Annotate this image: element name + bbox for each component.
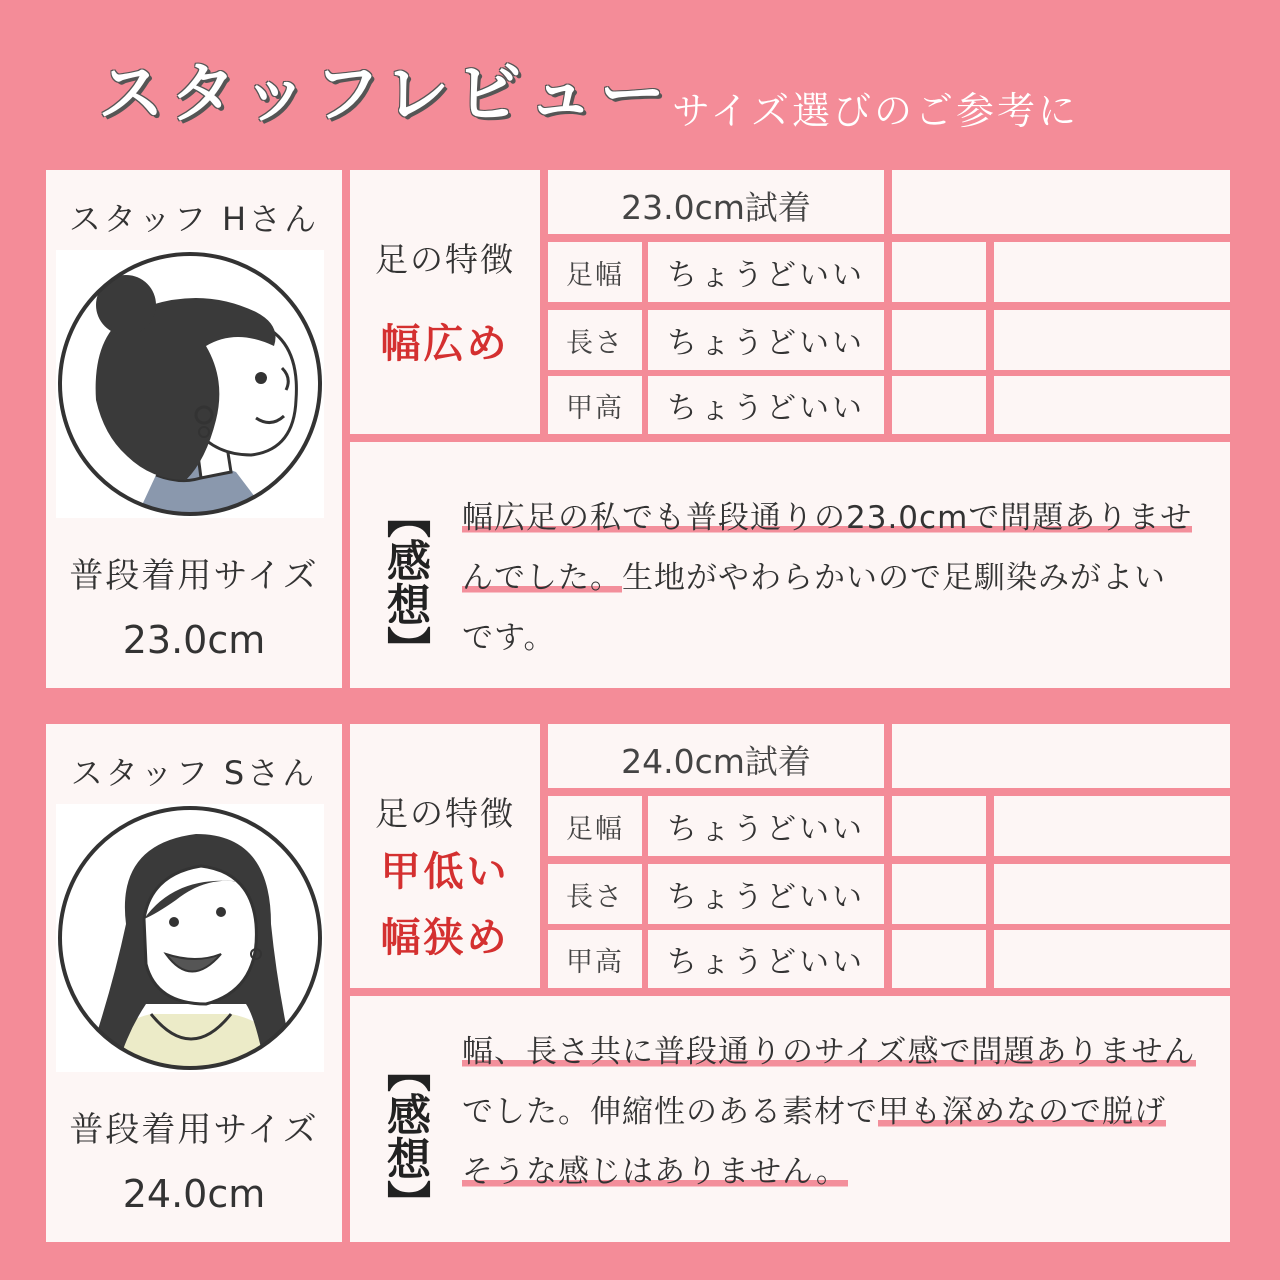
- foot-feature-panel: [350, 170, 540, 434]
- fit-row-value: ちょうどいい: [648, 242, 884, 302]
- tried-size-label: 23.0cm試着: [621, 188, 811, 227]
- fit-row-label: 長さ: [548, 310, 642, 370]
- impression-panel: [350, 442, 1230, 688]
- blank-cell: [892, 170, 1230, 234]
- foot-feature-value: 幅狭め: [380, 915, 510, 961]
- tried-size-label: 24.0cm試着: [621, 742, 811, 781]
- tried-size-cell: [548, 170, 884, 234]
- impression-highlight: 甲も深めなので脱げそうな感じはありません。: [462, 1094, 1166, 1190]
- fit-row-value: ちょうどいい: [648, 930, 884, 988]
- blank-cell: [994, 930, 1230, 988]
- review-card-s: [46, 724, 1230, 1242]
- fit-row-value: ちょうどいい: [648, 796, 884, 856]
- blank-cell: [892, 724, 1230, 788]
- impression-text: [462, 1022, 1197, 1202]
- impression-highlight: 幅広足の私でも普段通りの23.0cmで問題ありませんでした。: [462, 500, 1193, 596]
- foot-feature-label: 足の特徴: [375, 240, 515, 279]
- woman-long-hair-avatar-icon: [56, 804, 324, 1072]
- blank-cell: [892, 376, 986, 434]
- blank-cell: [994, 242, 1230, 302]
- impression-plain: でした。伸縮性のある素材で: [462, 1094, 878, 1130]
- page-title: スタッフレビュー: [98, 55, 672, 132]
- fit-row-value: ちょうどいい: [648, 864, 884, 924]
- page-subtitle: サイズ選びのご参考に: [672, 89, 1079, 133]
- foot-feature-value: 幅広め: [380, 321, 510, 367]
- usual-size-value: 23.0cm: [122, 618, 266, 662]
- impression-panel: [350, 996, 1230, 1242]
- woman-bun-hair-avatar-icon: [56, 250, 324, 518]
- staff-name: スタッフ Hさん: [68, 200, 320, 238]
- impression-label: 【感想】: [379, 494, 430, 670]
- fit-row-label: 甲高: [548, 376, 642, 434]
- blank-cell: [994, 376, 1230, 434]
- usual-size-label: 普段着用サイズ: [69, 1110, 319, 1150]
- impression-highlight: 幅、長さ共に普段通りのサイズ感で問題ありません: [462, 1034, 1196, 1070]
- foot-feature-value: 甲低い: [380, 849, 510, 895]
- blank-cell: [892, 242, 986, 302]
- fit-row-value: ちょうどいい: [648, 376, 884, 434]
- blank-cell: [994, 864, 1230, 924]
- fit-row-label: 長さ: [548, 864, 642, 924]
- foot-feature-label: 足の特徴: [375, 794, 515, 833]
- header: [0, 0, 1280, 160]
- fit-row-label: 足幅: [548, 242, 642, 302]
- foot-feature-panel: [350, 724, 540, 988]
- impression-text: [462, 488, 1197, 668]
- impression-label: 【感想】: [379, 1048, 430, 1224]
- usual-size-label: 普段着用サイズ: [69, 556, 319, 596]
- blank-cell: [892, 310, 986, 370]
- staff-name: スタッフ Sさん: [70, 754, 318, 792]
- tried-size-cell: [548, 724, 884, 788]
- blank-cell: [892, 796, 986, 856]
- fit-row-label: 足幅: [548, 796, 642, 856]
- staff-profile-panel: [46, 724, 342, 1242]
- fit-row-value: ちょうどいい: [648, 310, 884, 370]
- review-card-h: [46, 170, 1230, 688]
- blank-cell: [892, 930, 986, 988]
- staff-profile-panel: [46, 170, 342, 688]
- fit-row-label: 甲高: [548, 930, 642, 988]
- usual-size-value: 24.0cm: [122, 1172, 266, 1216]
- impression-plain: 生地がやわらかいので足馴染みがよいです。: [462, 560, 1166, 656]
- blank-cell: [892, 864, 986, 924]
- blank-cell: [994, 310, 1230, 370]
- blank-cell: [994, 796, 1230, 856]
